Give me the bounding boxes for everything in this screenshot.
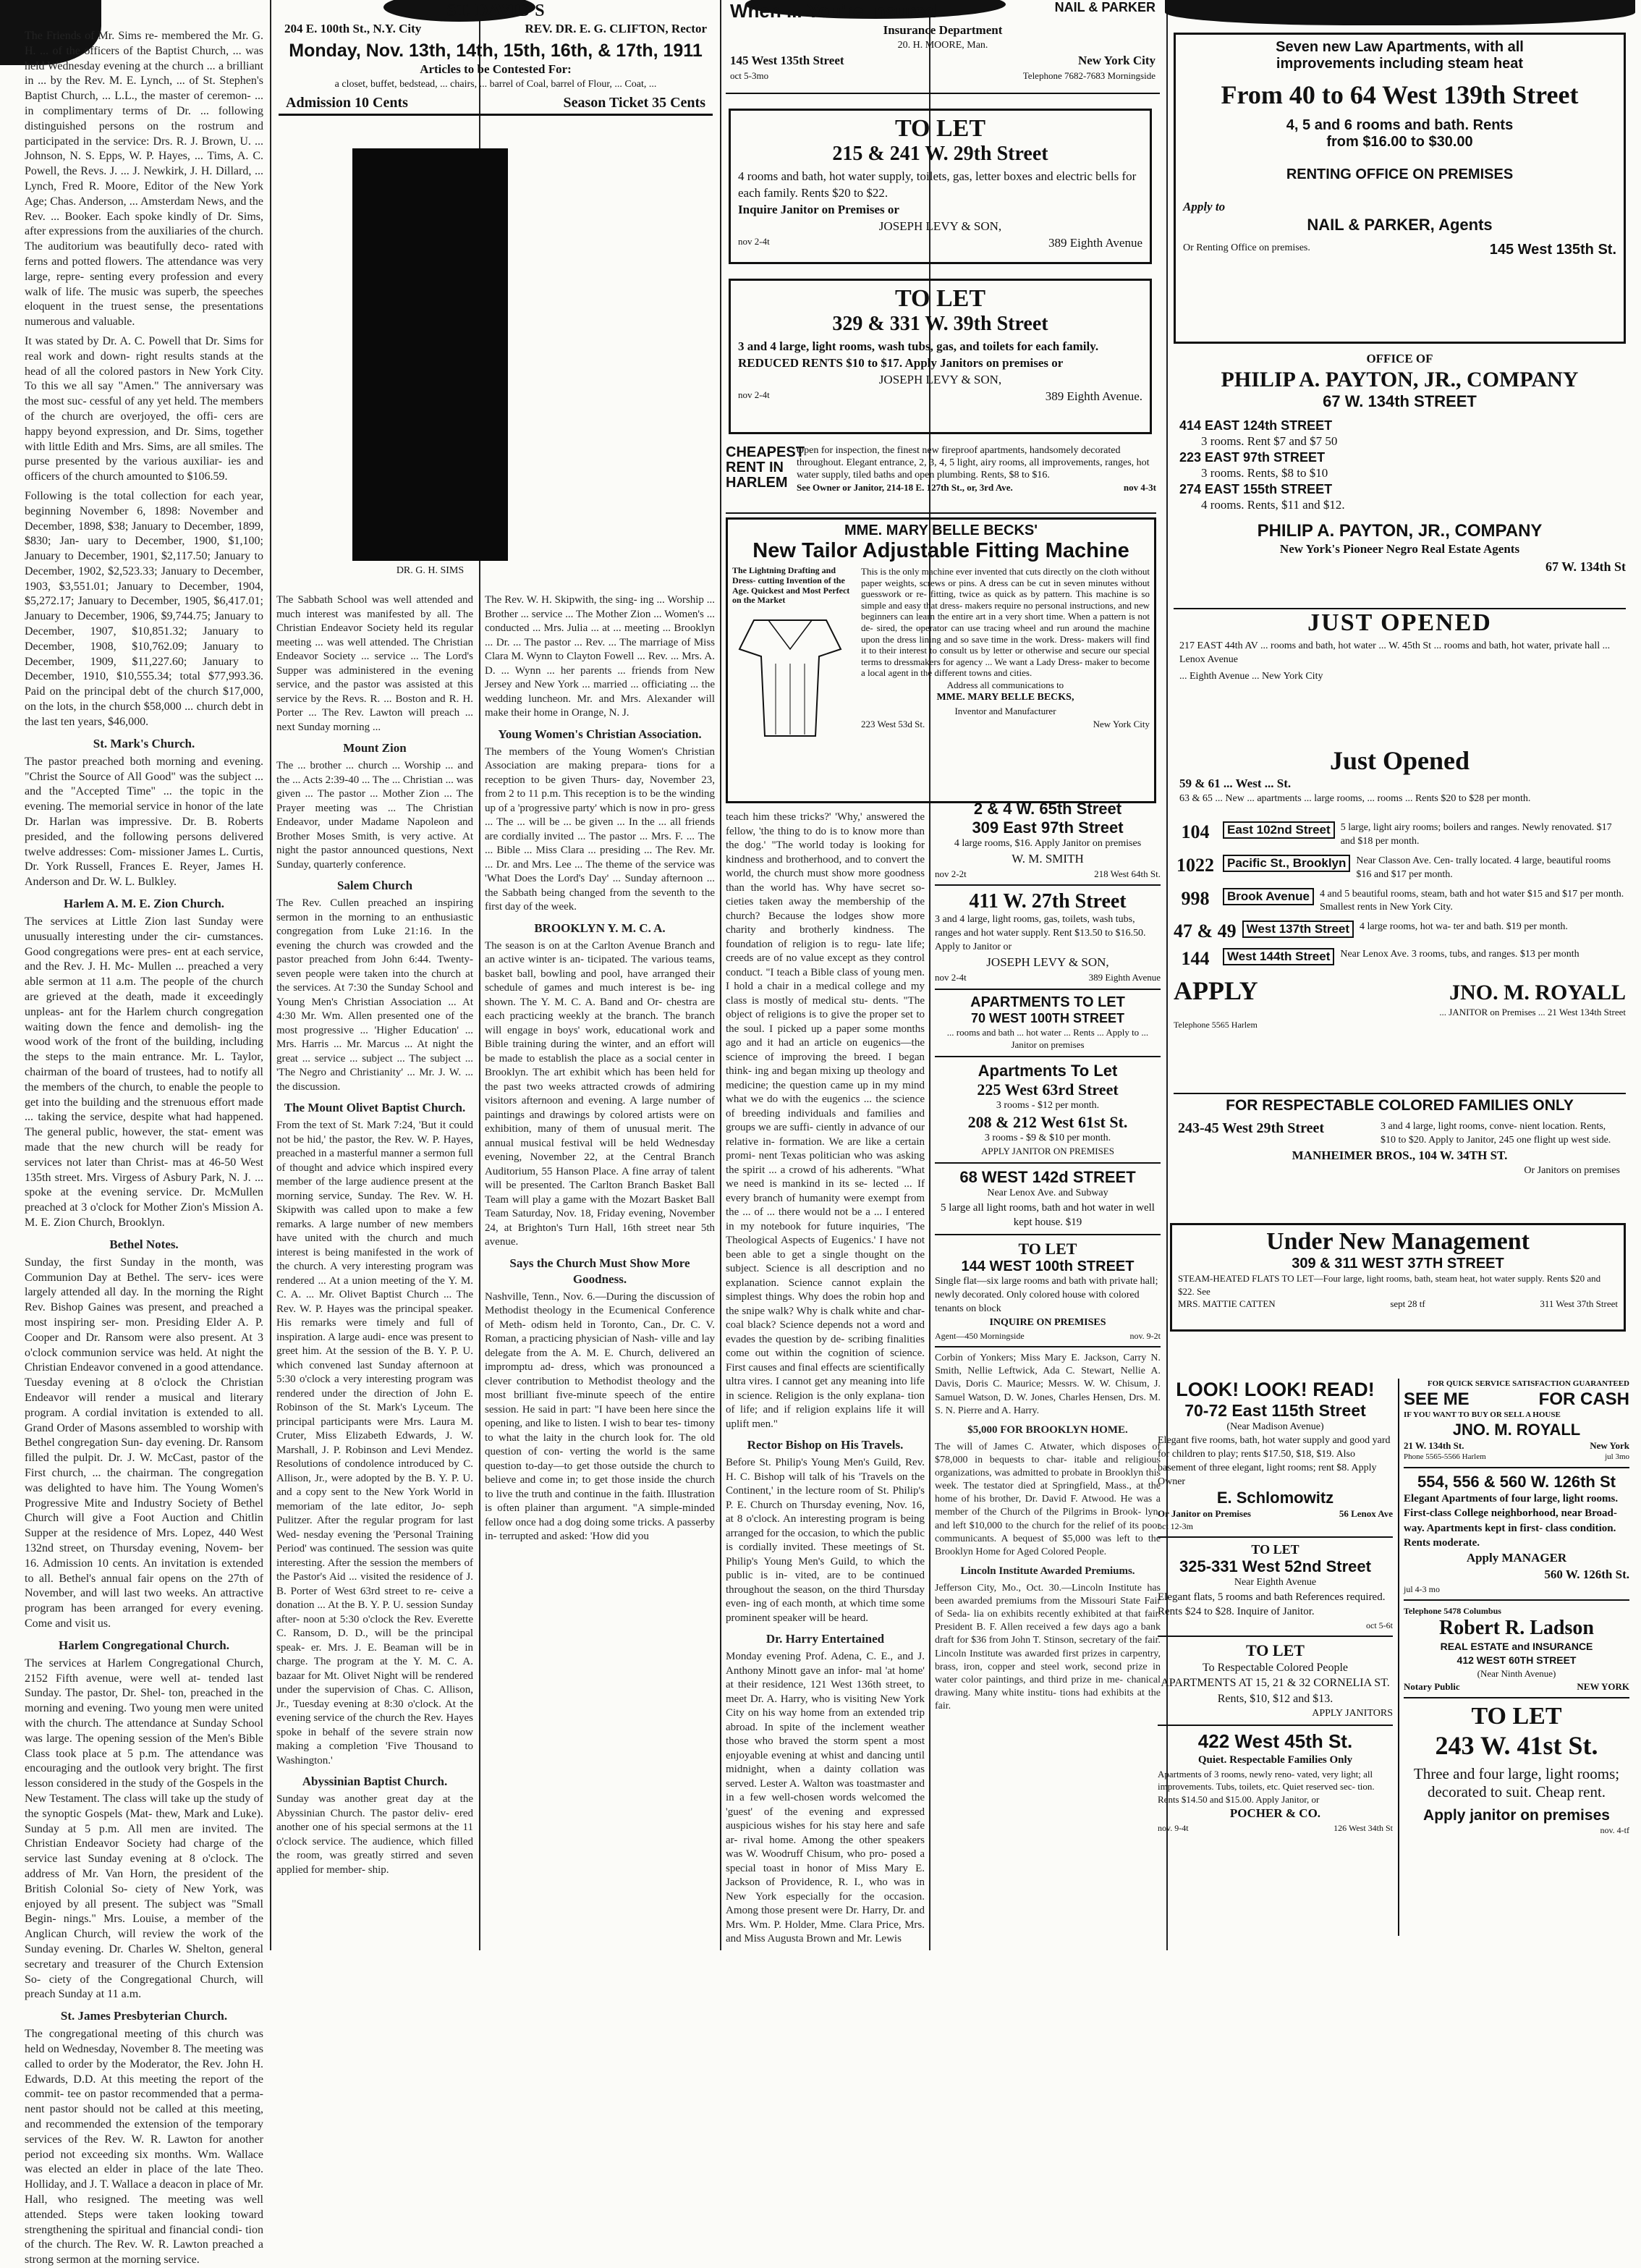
ad-29th-street (729, 109, 1152, 264)
ad-cheapest-rent (726, 445, 1156, 514)
section-heading: Harlem A. M. E. Zion Church. (63, 896, 225, 910)
ad-text: 3 and 4 large, light rooms, conve- nient location. Rents, $10 to $20. Apply to Janitor, 245 one flight up west side. (1381, 1121, 1611, 1146)
ad-text: STEAM-HEATED FLATS TO LET—Four large, light rooms, bath, steam heat, hot water supply. Rents $20 and $22. See (1178, 1273, 1601, 1297)
section-heading: Salem Church (336, 879, 413, 893)
payton-sub: New York's Pioneer Negro Real Estate Agents (1279, 541, 1520, 556)
ad-title: Apartments To Let (978, 1061, 1118, 1080)
ad-royall-listings (1174, 821, 1626, 1136)
article-paragraph: The services at Harlem Congregational Church, 2152 Fifth avenue, were well at- tended last Sunday. The pastor, Dr. Shel- ton, preached in the morning and evening. Two young men were united with the church. The attendance at Sunday School was large. The opening session of the Men's Bible Class took place at 5 p.m. The attendance was encouraging and the outlook very bright. The first lesson considered in the study of the Gospels in the New Testament. The class will take up the study of the synoptic Gospels (Mat- thew, Mark and Luke). Sunday at 5 p.m. All men are invited. The Christian Endeavor Society had charge of the service last Sunday evening at 8 o'clock. The address of Mr. Van Horn, the president of the British Colonial So- ciety of New York, was enjoyed by all present. The subject was "Small Begin- nings." Mrs. Louise, a member of the Anglican Church, will review the work of the Sunday evening. Dr. Charles W. Shelton, general secretary and treasurer of the Church Extension So- ciety of the Congregational Church, will preach Sunday at 11 a.m. (25, 1656, 263, 2001)
season-ticket: Season Ticket 35 Cents (563, 94, 705, 111)
section-heading: Dr. Harry Entertained (766, 1632, 885, 1646)
payton-listing: 274 EAST 155th STREET (1179, 481, 1333, 496)
cheapest-owner: See Owner or Janitor, 214-18 E. 127th St., or, 3rd Ave. (797, 482, 1013, 494)
tailor-text: This is the only machine ever invented that cuts directly on the cloth without paper weights, screws or pins. A dress can be cut in seven minutes without guesswork or re- fitting, twice as quick as by pattern. This machine is so simple and easy that dress- makers require no personal instructions, and new beginners can learn the entire art in a very short time. When a pattern is not de- sired, the operator can use tracing wheel and run around the machine upon the dress lining and so save time in the work. Dress- makers will find it to their interest to consult us by letter or otherwise and secure our special terms to dressmakers for agency ... We want a Lady Dress- maker to become a local agent in the different towns and cities. (861, 566, 1150, 679)
section-heading: St. James Presbyterian Church. (60, 2009, 228, 2023)
ad-inquire: APPLY JANITOR ON PREMISES (981, 1146, 1114, 1157)
ad-bottom: ... Eighth Avenue ... New York City (1179, 670, 1323, 682)
ad-firm: JNO. M. ROYALL (1452, 1420, 1581, 1439)
dress-form-illustration (732, 606, 848, 750)
article-paragraph: Sunday, the first Sunday in the month, was Communion Day at Bethel. The serv- ices were largely attended all day. In the morning the Right Rev. Bishop Gaines was present, and preached a most inspiring ser- mon. Presiding Elder A. P. Cooper and Dr. Ransom were also present. At 3 o'clock communion service was held. At night the Christian Endeavor convened in a good attendance. Tuesday evening at 8 o'clock the Christian Endeavor will render a musical and literary program. A cordial invitation is extended to all. Grand Order of Masons assembled to worship with Bethel congregation Sun- day evening. Dr. Ransom filled the pulpit. Dr. J. W. McCast, pastor of the First church, ... the chairman. The congregation was delighted to have him. The Young Women's Progressive Mite and Industry Society of Bethel Church will give a Foot Auction and Chitlin Supper at the residence of Mrs. Lopez, 440 West 132nd street, on Thursday evening, Novem- ber 16. Admission 10 cents. An invitation is extended to all. Bethel's annual fair opens on the 27th of November, and will last two weeks. An attractive program has been arranged for every evening. Come and visit us. (25, 1256, 263, 1630)
payton-rent: 3 rooms. Rent $7 and $7 50 (1201, 433, 1338, 448)
banner-pastor: REV. DR. E. G. CLIFTON, Rector (525, 22, 707, 35)
section-heading: The Mount Olivet Baptist Church. (284, 1101, 466, 1115)
insured-firm: NAIL & PARKER (1054, 0, 1156, 14)
ad-address: 70 WEST 100TH STREET (970, 1010, 1125, 1025)
section-heading: Harlem Congregational Church. (59, 1638, 229, 1652)
ad-new-management (1170, 1223, 1626, 1332)
listing-street: Brook Avenue (1223, 888, 1314, 905)
ad-address: 560 W. 126th St. (1544, 1567, 1629, 1582)
ad-near: (Near Madison Avenue) (1226, 1421, 1324, 1432)
ad-firm: JOSEPH LEVY & SON, (878, 372, 1002, 386)
column-2 (276, 593, 473, 1939)
payton-office: OFFICE OF (1366, 352, 1433, 365)
article-paragraph: Corbin of Yonkers; Miss Mary E. Jackson, Carry N. Smith, Nellie Leftwick, Ada C. Stewart, Nellie A. Davis, Doris C. Maurice; Messrs. W. W. Chisum, J. Samuel Watson, D. W. Jones, Charles Hensen, Drs. M. S. N. Pierre and A. Harry. (935, 1353, 1161, 1416)
article-paragraph: The Sabbath School was well attended and much interest was manifested by all. The Christian Endeavor Society held its regular meeting ... was well attended. The Christian Endeavor Society ... service ... The Lord's Supper was administered in the evening service, and the pastor was assisted at this service by the Revs. R. ... Boston and R. H. Porter ... The Rev. Lawton will preach ... next Sunday morning ... (276, 594, 473, 733)
ad-title: 411 W. 27th Street (969, 890, 1127, 913)
article-paragraph: The ... brother ... church ... Worship ... and the ... Acts 2:39-40 ... The ... Christian ... was given ... The pastor ... Mother Zion ... The Prayer meeting was ... The Christian Endeavor, under Madame Napoleon and Brother Moses Smith, is very active. At night the pastor announced questions, Next Sunday, quarterly conference. (276, 760, 473, 871)
tailor-address-label: Address all communications to (946, 679, 1064, 690)
ad-agent: Agent—450 Morningside (935, 1330, 1025, 1341)
banner-list: a closet, buffet, bedstead, ... chairs, ... barrel of Coal, barrel of Flour, ... Coat, ... (334, 78, 657, 90)
ad-apply: Apply MANAGER (1466, 1551, 1567, 1565)
ad-sub: REAL ESTATE and INSURANCE (1440, 1641, 1593, 1653)
ad-title: 422 West 45th St. (1197, 1730, 1353, 1753)
divider (1404, 1599, 1629, 1601)
cheapest-tag: nov 4-3t (1123, 482, 1156, 494)
ad-title: LOOK! LOOK! READ! (1176, 1379, 1375, 1400)
divider (935, 1234, 1161, 1235)
insured-manager: 20. H. MOORE, Man. (897, 39, 988, 51)
column-6a (1158, 1379, 1393, 1936)
insured-city: New York City (1077, 53, 1156, 67)
insured-dept: Insurance Department (883, 23, 1003, 37)
banner-subtitle: Articles to be Contested For: (420, 62, 572, 76)
ad-apply: Apply janitor on premises (1423, 1807, 1610, 1824)
ad-text: 3 rooms - $9 & $10 per month. (984, 1132, 1111, 1143)
ad-address: 325-331 West 52nd Street (1179, 1557, 1371, 1576)
article-paragraph: It was stated by Dr. A. C. Powell that Dr. Sims for real work and down- right results stands at the head of all the colored pastors in New York City. To this we all say "Amen." The anniversary was the most suc- cessful of any yet held. The members of the church are overjoyed, the offi- cers are happy beyond expression, and Dr. Sims, together with little Edith and Mrs. Sims, are all smiles. The purse presented by the various auxiliar- ies and officers of the church amounted to $106.59. (25, 334, 263, 483)
insured-address: 145 West 135th Street (730, 53, 844, 67)
article-paragraph: The services at Little Zion last Sunday were unusually interesting under the cir- cumstances. Good congregations were pres- ent at each service, and the Rev. J. H. Mc- Mullen ... preached a very able sermon at 11 a.m. The people of the church are grieved at the death, made it exceedingly unpleas- ant for the Harlem church congregation waiting down the fence and demolish- ing the wood work of the front of the building, including the steps to the main entrance. Mr. L. Taylor, chairman of the board of trustees, had to notify all the members of the church, to enable the people to get into the building and the strenuous effort made ... taking the service, despite what had happened. The general public, however, the stat- ement was made that the new church will be ready for services not later than Christ- mas at 46-50 West 135th street. Mrs. Virgess of Asbury Park, N. J. ... spoke at the evening service. Dr. McMullen preached at 3 o'clock for Mother Zion's Mission A. M. E. Zion Church, Brooklyn. (25, 915, 263, 1229)
column-1 (25, 29, 264, 2267)
insured-phone: Telephone 7682-7683 Morningside (1022, 69, 1156, 81)
tailor-tagline: The Lightning Drafting and Dress- cutting Invention of the Age. Quickest and Most Perfect on the Market (732, 565, 850, 606)
ad-address: 215 & 241 W. 29th Street (832, 143, 1048, 165)
ad-address-2: 56 Lenox Ave (1339, 1508, 1393, 1520)
ad-title: TO LET (894, 285, 986, 312)
ad-telephone: Telephone 5478 Columbus (1404, 1606, 1501, 1617)
divider (1158, 1536, 1393, 1538)
article-paragraph: The members of the Young Women's Christian Association are making prepara- tions for a reception to be given Thurs- day, November 23, from 2 to 11 p.m. This reception is to be the winding up of a 'progressive party' which is now in pro- gress ... The ... will be ... be given ... In the ... all friends are cordially invited ... The pastor ... Mrs. F. ... The ... Bible ... Miss Clara ... presiding ... The Rev. Mr. ... Dr. and Mrs. Lee ... The theme of the service was 'What Does the Lord's Day' ... Sunday afternoon ... the Sabbath being changed from the seventh to the first day of the week. (485, 745, 715, 913)
article-paragraph: The Rev. Cullen preached an inspiring sermon in the morning to an enthusiastic congregation from Luke 21:16. In the evening the church was crowded and the pastor preached from John 6:44. Twenty-seven people were taken into the church at the services. At 7:30 the Sunday School and Young Men's Christian Association ... At 4:30 Mr. Wm. Allen presented one of the most progressive ... 'Higher Education' ... Mrs. Harris ... Mr. Marcus ... At night the great ... service ... subject ... The subject ... 'The Negro and Christianity' ... Mr. J. W. ... the discussion. (276, 897, 473, 1093)
ad-title: JUST OPENED (1307, 609, 1492, 636)
ad-title: 2 & 4 W. 65th Street (973, 800, 1122, 818)
column-rule (720, 0, 721, 1950)
article-paragraph: The pastor preached both morning and evening. "Christ the Source of All Good" was the subject ... and the "Accepted Time" ... the topic in the evening. The memorial service in honor of the late Dr. Harlan was impressive. Dr. B. Roberts presided, and the following persons delivered twelve addresses: Com- missioner James L. Curtis, Dr. York Russell, Frances E. Reyer, James H. Anderson and Dr. W. L. Bulkley. (25, 755, 263, 889)
ad-text: 3 and 4 large, light rooms, gas, toilets, wash tubs, ranges and hot water supply. Rent $13.50 to $16.50. Apply to Janitor or (935, 914, 1146, 953)
listing-text: 5 large, light airy rooms; boilers and ranges. Newly renovated. $17 and $18 per month. (1340, 822, 1612, 847)
ad-notary: Notary Public (1404, 1680, 1460, 1692)
ad-firm: POCHER & CO. (1229, 1806, 1321, 1821)
ad-sub: Near Lenox Ave. and Subway (987, 1187, 1108, 1198)
ad-text: 59 & 61 ... West ... St. (1179, 777, 1292, 790)
ad-see: SEE ME (1404, 1389, 1470, 1409)
article-paragraph: teach him these tricks?' 'Why,' answered the fellow, 'the thing to do is to know more than the dog.' "The world today is looking for kindness and brotherhood, and to convert the world, the church must show more goodness than the world has. Why have secret so- cieties taken away the membership of the church? Because the lodges show more charity and brotherly kindness. The foundation of religion is to regu- late life; creeds are of no value except as they control conduct. "I teach a Bible class of young men. I hold a chair in a medical college and my class is mostly of medical stu- dents. "The object of religions is to give the proper set to the soul. I picked up a paper some months ago and it had an article on eugenics—the science of improving the breed. I began think- ing and began mixing up theology and medicine; the question came up in my mind what we do with the eugenics ... the science of breeding individuals and families and groups we are suffi- ciently in advance of our relative in- formation. We are like a certain promi- nent Texas politician who was asking the spirit ... a crowd of his adherents. "What we need is mankind in its se- lected ... If every branch of humanity were exempt from the ... of ... there would not be a ... I entered in my notebook for future inquiries, 'The Theological Aspects of Eugenics.' I have not been able to get a single thought on the subject. Science is all description and no explanation. Science cannot explain the simplest things. Why does the robin hop and the snipe walk? Why is chalk white and char- coal black? Science depends not a word and evades the question by de- scribing finalities come out within the cognition of science. First causes and final effects are scientifically ultra vires. I cannot get any meaning into life in science. Religion is the only explana- tion of life; and if religion explains life it will uplift men." (726, 811, 925, 1430)
divider (1158, 1636, 1393, 1637)
ad-firm: MANHEIMER BROS., 104 W. 34TH ST. (1292, 1148, 1508, 1162)
payton-firm: PHILIP A. PAYTON, JR., COMPANY (1221, 367, 1579, 392)
banner-address: 204 E. 100th St., N.Y. City (284, 22, 422, 35)
payton-address: 67 W. 134th STREET (1323, 392, 1477, 410)
article-paragraph: Monday evening Prof. Adena, C. E., and J. Anthony Minott gave an infor- mal 'at home' at their residence, 121 West 136th street, to meet Dr. A. Harry, who is visiting New York City on his way home from an extended trip abroad. In spite of the inclement weather those who braved the storm spent a most enjoyable evening at whist and dancing until midnight, when a dainty collation was served. Lester A. Walton was toastmaster and in a few well-chosen words welcomed the 'guest' of the evening and expressed auspicious wishes for his stay here and safe ar- rival home. Among the other speakers was W. Woodruff Chisum, who pro- posed a special toast in honor of Miss Mary E. Jackson of Providence, R. I., who was in New York especially for the occasion. Among those present were Dr. Harry, Dr. and Mrs. Wm. P. Holder, Mme. Clara Price, Mrs. and Miss Augusta Brown and Mr. Lewis (726, 1651, 925, 1945)
ad-title: Just Opened (1329, 746, 1470, 775)
payton-address: 67 W. 134th St (1545, 559, 1626, 574)
section-heading: Young Women's Christian Association. (498, 727, 702, 741)
article-paragraph: Nashville, Tenn., Nov. 6.—During the discussion of Methodist theology in the Ecumenical Conference of Meth- odism held in Toronto, Can., Dr. C. V. Roman, a practicing physician of Nash- ville and lay delegate from the A. M. E. Church, delivered an impromptu ad- dress, which was pronounced a clever contribution to Methodist theology and the most brilliant five-minute speech of the entire session. He said in part: "I have been here since the opening, and like to listen. I wish to bear tes- timony to what the laity in the church look for. The old question of con- verting the world is the same question to-day—to get those outside the church to believe and come in; to get those inside the church to live the truth and continue in the faith. Illustration is often plainer than argument. "A simple-minded fellow once had a dog doing some tricks. A passerby in- terrupted and asked: 'How did you (485, 1290, 715, 1543)
ad-text: 5 large all light rooms, bath and hot water in well kept house. $19 (941, 1201, 1155, 1229)
ad-city: NEW YORK (1577, 1680, 1629, 1692)
ad-text: ... rooms and bath ... hot water ... Rents ... Apply to ... Janitor on premises (946, 1026, 1149, 1051)
royall-phone: Telephone 5565 Harlem (1174, 1019, 1258, 1030)
ad-firm-address: 389 Eighth Avenue (1088, 971, 1161, 983)
ad-address: 70-72 East 115th Street (1184, 1401, 1366, 1420)
ad-inquire: INQUIRE ON PREMISES (989, 1317, 1106, 1329)
section-heading: BROOKLYN Y. M. C. A. (534, 921, 666, 935)
ad-title: 554, 556 & 560 W. 126th St (1417, 1473, 1616, 1491)
listing-text: 4 and 5 beautiful rooms, steam, bath and hot water $15 and $17 per month. Smallest rents in New York City. (1320, 888, 1624, 913)
column-6b (1398, 1379, 1629, 1936)
article-paragraph: The season is on at the Carlton Avenue Branch and an active winter is an- ticipated. The various teams, basket ball, bowling and pool, have arranged their schedule of games and much interest is be- ing shown. The Y. M. C. A. Band and Or- chestra are each practicing weekly at the branch. The branch will engage in boys' work, educational work and Bible training during the winter, and an effort will be made to establish the place as a social center in Brooklyn. The art exhibit which has been held for the past two weeks attracted crowds of admiring visitors afternoon and evening. A large number of paintings and drawings by colored artists were on exhibition, many of them of unusual merit. The annual musical festival will be held Wednesday evening, November 22, at the Central Branch Auditorium, 55 Hanson Place. A fine array of talent will be presented. The Carlton Branch Basket Ball Team will play a game with the Mozart Basket Ball Team Saturday, Nov. 18, Friday evening, November 24, at Brighton's Turn Hall, 16th street near 5th avenue. (485, 939, 715, 1248)
ad-title: TO LET (1018, 1240, 1077, 1258)
ad-line: improvements including steam heat (1276, 56, 1524, 72)
ad-office: RENTING OFFICE ON PREMISES (1286, 166, 1514, 182)
ad-text: Elegant flats, 5 rooms and bath References required. Rents $24 to $28. Inquire of Janitor. (1158, 1591, 1386, 1618)
ad-or: Or Janitors on premises (1524, 1164, 1620, 1176)
article-paragraph: From the text of St. Mark 7:24, 'But it could not be hid,' the pastor, the Rev. W. P. Hayes, preached in a masterful manner a sermon full of thought and advice which inspired every member of the large audience present at the morning service, Sunday. The Rev. W. H. Skipwith was called upon to make a few remarks. A large number of new members have united with the church and much interest is being manifested in the work of the church. A very interesting program was rendered ... At a union meeting of the Y. M. C. A. ... Mr. Olivet Baptist Church ... The Rev. W. P. Hayes was the principal speaker. His remarks were timely and full of inspiration. A large audi- ence was present to greet him. At the session of the B. Y. P. U. which convened last Sunday afternoon at 5:30 o'clock a very interesting program was rendered under the direction of John E. Robinson of the St. Mark's Lyceum. The principal participants were Mrs. Laura M. Cruter, Miss Elizabeth Edwards, J. W. Marshall, J. P. Robinson and Levi Mendez. Resolutions of condolence introduced by C. Allison, Jr., were adopted by the B. Y. P. U. and a copy sent to the New York World in memoriam of the late editor, Jo- seph Pulitzer. After the regular program for last Wed- nesday evening the 'Personal Training Period' was continued. The session was quite interesting. After the session the members of the Pastor's Aid ... visited the residence of J. B. Porter of West 63rd street to re- ceive a donation ... At the B. Y. P. U. session Sunday after- noon at 5:30 o'clock the Rev. Everette C. Ransom, D. D., will be the principal speak- er. Mrs. J. E. Beaman will be in charge. The program at the Y. M. C. A. bazaar for Mt. Olivet Night will be rendered under the supervision of Chas. C. Allison, Jr., Tuesday evening at 8:30 o'clock. At the evening service of the church the Rev. Hayes spoke in behalf of the severe strain now making a completion 'Five Thousand to Washington.' (276, 1120, 473, 1766)
ad-text: 63 & 65 ... New ... apartments ... large rooms, ... rooms ... Rents $20 to $28 per month. (1179, 792, 1531, 804)
tailor-name: MME. MARY BELLE BECKS' (844, 522, 1038, 538)
ad-phone: Phone 5565-5566 Harlem (1404, 1452, 1486, 1462)
ad-address: 329 & 331 W. 39th Street (832, 313, 1048, 335)
insured-head: When ... You're Insured (730, 0, 937, 22)
ad-apply: APPLY JANITORS (1312, 1707, 1393, 1719)
fair-banner (279, 0, 713, 116)
ad-title: TO LET (1246, 1641, 1305, 1659)
ad-inquire: Inquire Janitor on Premises or (738, 202, 899, 216)
tailor-street: 223 West 53d St. (861, 718, 925, 729)
divider (935, 1162, 1161, 1164)
apply-label: APPLY (1174, 976, 1258, 1006)
admission: Admission 10 Cents (286, 94, 408, 111)
article-paragraph: Following is the total collection for each year, beginning November 6, 1898: November and December, 1898, $38; January to December, 1899, $830; Jan- uary to December, 1900, $1,100; January to December, 1901, $2,117.50; January to December, 1902, $2,523.33; January to December, 1903, $3,551.01; January to December, 1904, $5,272.17; January to December, 1905, $6,417.01; January to December, 1906, $9,744.75; January to December, 1907, $10,851.32; January to December, 1908, $10,762.09; January to December, 1909, $11,227.60; January to December, 1910, $10,555.34; total $77,993.36. Paid on the principal debt of the church $17,000, on the lots, in the church $58,000 ... church debt in the last ten years, $46,000. (25, 489, 263, 728)
ad-firm: NAIL & PARKER, Agents (1307, 215, 1493, 234)
banner-title: ST. DAVID'S (446, 1, 545, 20)
ad-rents: Rents, $10, $12 and $13. (1217, 1692, 1333, 1705)
column-4 (726, 811, 925, 1945)
ad-firm: E. Schlomowitz (1216, 1489, 1334, 1507)
insurance-ad (726, 0, 1160, 94)
insured-tag: oct 5-3mo (730, 69, 769, 81)
article-paragraph: The Rev. W. H. Skipwith, the sing- ing ... Worship ... Brother ... service ... The Mother Zion ... Women's ... conducted ... Mrs. Julia ... at ... meeting ... Brooklyn ... Dr. ... The pastor ... Rev. ... The marriage of Miss Clara M. Wynn to Clayton Fowell ... Rev. ... Mrs. A. D. ... Wynn ... her parents ... friends from New Jersey and New York ... married ... officiating ... the wedding luncheon. Mr. and Mrs. Alexander will make their home in Orange, N. J. (485, 594, 715, 719)
section-heading: Mount Zion (343, 741, 407, 755)
ad-firm: W. M. SMITH (1012, 851, 1084, 866)
tailor-title: New Tailor Adjustable Fitting Machine (752, 539, 1129, 562)
ad-rents: from $16.00 to $30.00 (1326, 134, 1473, 150)
ad-tag: oct 5-6t (1366, 1620, 1393, 1630)
divider (935, 1056, 1161, 1057)
photo-caption: DR. G. H. SIMS (396, 565, 465, 576)
article-paragraph: Sunday was another great day at the Abyssinian Church. The pastor deliv- ered another one of his special sermons at the 11 o'clock service. The audience, which filled the room, was greatly stirred and seven applied for member- ship. (276, 1793, 473, 1876)
ad-firm-address: 218 West 64th St. (1094, 868, 1161, 879)
ad-title: Under New Management (1266, 1228, 1530, 1255)
ad-tag: jul 4-3 mo (1404, 1583, 1440, 1594)
ad-tag: sept 28 tf (1390, 1298, 1425, 1310)
section-heading: Rector Bishop on His Travels. (747, 1438, 904, 1452)
tailor-city: New York City (1093, 718, 1150, 729)
tailor-address-role: Inventor and Manufacturer (954, 706, 1056, 717)
section-heading: Abyssinian Baptist Church. (302, 1774, 448, 1789)
divider (1404, 1467, 1629, 1468)
listing-street: Pacific St., Brooklyn (1223, 855, 1350, 872)
article-paragraph: Before St. Philip's Young Men's Guild, Rev. H. C. Bishop will talk of his 'Travels on the Continent,' in the lecture room of St. Philip's P. E. Church on Thursday evening, Nov. 16, at 8 o'clock. An interesting program is being arranged for the occasion, to which the public is cordially invited. These meetings of St. Philip's Young Men's Guild, to which the public is in- vited, are to be continued throughout the season, on the third Thursday even- ing of each month, at which time some prominent speaker will be heard. (726, 1457, 925, 1624)
listing-text: 4 large rooms, hot wa- ter and bath. $19 per month. (1360, 921, 1568, 933)
ad-address-2: 311 West 37th Street (1540, 1298, 1618, 1310)
banner-dates: Monday, Nov. 13th, 14th, 15th, 16th, & 17th, 1911 (289, 40, 703, 61)
tailor-address-name: MME. MARY BELLE BECKS, (936, 692, 1074, 703)
ad-firm-address: 389 Eighth Avenue. (1045, 389, 1142, 403)
cheapest-label: CHEAPEST RENT IN HARLEM (726, 444, 805, 491)
ad-text: 4 large rooms, $16. Apply Janitor on premises (954, 838, 1142, 849)
ad-address: 243 W. 41st St. (1435, 1731, 1598, 1761)
section-heading: Bethel Notes. (109, 1237, 179, 1251)
ad-address: 208 & 212 West 61st St. (967, 1112, 1128, 1131)
ad-near: Near Eighth Avenue (1234, 1577, 1317, 1588)
ad-line: Seven new Law Apartments, with all (1276, 39, 1524, 55)
ad-tag: nov. 9-4t (1158, 1823, 1189, 1834)
ad-just-opened (1174, 608, 1626, 742)
divider (1158, 1725, 1393, 1726)
ad-address-2: 126 West 34th St (1333, 1823, 1393, 1834)
cheapest-text: Open for inspection, the finest new fireproof apartments, handsomely decorated throughout. Elegant entrance, 2, 3, 4, 5 light, airy rooms, all improvements, ranges, hot water supply, tiled baths and open plumbing. Rents, $8 to $16. (797, 445, 1150, 481)
listing-street: East 102nd Street (1223, 821, 1335, 839)
ad-tag: nov 2-4t (738, 235, 770, 247)
ad-title: TO LET (1471, 1703, 1562, 1730)
ad-name: MRS. MATTIE CATTEN (1178, 1298, 1276, 1310)
ad-title: APARTMENTS TO LET (970, 994, 1125, 1010)
ad-tag: nov. 9-2t (1129, 1330, 1161, 1341)
ad-title: From 40 to 64 West 139th Street (1221, 80, 1579, 109)
ad-title: TO LET (1251, 1542, 1299, 1557)
listing-number: 144 (1181, 948, 1210, 970)
ad-address: 144 WEST 100th STREET (961, 1258, 1135, 1275)
listing-text: Near Lenox Ave. 3 rooms, tubs, and ranges. $13 per month (1340, 949, 1579, 960)
ad-address: 309 East 97th Street (972, 818, 1124, 837)
ad-sub: Quiet. Respectable Families Only (1197, 1754, 1353, 1766)
ad-city: New York (1590, 1439, 1629, 1451)
payton-listing: 223 EAST 97th STREET (1179, 449, 1326, 465)
ad-tag: jul 3mo (1605, 1452, 1629, 1462)
ad-address: 309 & 311 WEST 37TH STREET (1292, 1256, 1504, 1271)
ad-tag: nov 2-2t (935, 868, 967, 879)
ad-tailor-machine (726, 517, 1156, 803)
divider (1404, 1697, 1629, 1698)
ad-text: 217 EAST 44th AV ... rooms and bath, hot water ... W. 45th St ... rooms and bath, hot water, private hall ... Lenox Avenue (1179, 640, 1611, 665)
ad-address: 145 West 135th St. (1489, 241, 1616, 258)
ad-or: Or Renting Office on premises. (1183, 242, 1310, 253)
payton-firm: PHILIP A. PAYTON, JR., COMPANY (1257, 520, 1543, 541)
ad-respectable-families (1174, 1093, 1626, 1216)
listing-number: 1022 (1176, 854, 1214, 876)
ad-top: FOR QUICK SERVICE SATISFACTION GUARANTEED (1427, 1379, 1629, 1388)
ad-tag: oct 12-3m (1158, 1521, 1193, 1531)
ink-blot (1165, 0, 1635, 25)
ad-tag: nov. 4-tf (1600, 1825, 1629, 1836)
payton-rent: 3 rooms. Rents, $8 to $10 (1201, 465, 1328, 480)
listing-number: 104 (1181, 821, 1210, 842)
ad-address: 412 WEST 60TH STREET (1456, 1654, 1577, 1667)
payton-rent: 4 rooms. Rents, $11 and $12. (1201, 497, 1345, 512)
ad-text: Elegant five rooms, bath, hot water supply and good yard for children to play; rents $17.50, $18, $19. Also basement of three elegant, light rooms; rent $8. Apply Owner (1158, 1434, 1391, 1487)
column-rule (270, 0, 271, 1950)
ad-text: Apartments of 3 rooms, newly reno- vated, very light; all improvements. Tubs, toilets, etc. Quiet reserved sec- tion. Rents $14.50 and $15.00. Apply Janitor, or (1158, 1768, 1375, 1805)
ad-near: (Near Ninth Avenue) (1477, 1668, 1556, 1680)
royall-name: JNO. M. ROYALL (1449, 981, 1626, 1005)
ad-firm-address: 389 Eighth Avenue (1048, 235, 1142, 250)
article-paragraph: The Friends of Mr. Sims re- membered the Mr. G. H. ... of the officers of the Baptist Church, ... was held Wednesday evening at the church ... a brilliant in ... by the Rev. M. E. Lynch, ... of St. Stephen's Baptist Church, ... L.L., the master of ceremon- ... in complimentary terms of Dr. ... following distinguished persons on the rostrum and participated in the service: Drs. R. J. Brown, U. ... Johnson, N. S. Epps, W. P. Hayes, ... Tims, A. C. Powell, the Revs. J. ... J. Newkirk, J. H. Dillard, ... Lynch, Fred R. Moore, Editor of the New York Age; Chas. Anderson, ... Amsterdam News, and the Rev. ... Booker. Each spoke kindly of Dr. Sims, after expressions from the auxiliaries of the church. The auditorium was beautifully deco- rated with ferns and potted flowers. The attendance was very large, repre- senting every profession and every walk of life. The music was superb, the speeches eloquent in the truest sense, the presentations numerous and valuable. (25, 30, 263, 329)
column-5 (935, 800, 1161, 1943)
section-heading: St. Mark's Church. (93, 736, 195, 750)
column-3 (485, 593, 715, 1939)
ad-tag: nov 2-4t (935, 971, 967, 983)
ad-apply: Apply to (1183, 200, 1226, 213)
article-paragraph: Jefferson City, Mo., Oct. 30.—Lincoln Institute has been awarded premiums from the Missouri State Fair of Seda- lia on exhibits recently exhibited at that fair. President B. F. Allen received a few days ago a bank draft for $36 from John T. Stinson, secretary of the fair. Lincoln Institute was awarded first prizes in carpentry, brass, iron, copper and steel work, second prize in water color paintings, and third prize in me- chanical drawing. Many white institu- tions had exhibits at the fair. (935, 1582, 1161, 1712)
ad-title: FOR RESPECTABLE COLORED FAMILIES ONLY (1226, 1097, 1574, 1114)
ad-address: 21 W. 134th St. (1404, 1439, 1464, 1451)
ad-139th-street (1174, 33, 1626, 344)
ad-text: To Respectable Colored People (1202, 1661, 1349, 1674)
ad-just-opened-2 (1174, 745, 1626, 818)
portrait-photo (352, 148, 508, 561)
ad-address: 225 West 63rd Street (977, 1080, 1119, 1099)
section-heading: Lincoln Institute Awarded Premiums. (960, 1565, 1135, 1578)
listing-street: West 144th Street (1223, 948, 1334, 965)
ad-text: 3 and 4 large, light rooms, wash tubs, gas, and toilets for each family. REDUCED RENTS $10 to $17. Apply Janitors on premises or (738, 339, 1099, 370)
ad-title: TO LET (894, 115, 986, 142)
ad-title: Robert R. Ladson (1439, 1617, 1594, 1640)
ad-text: 4 rooms and bath, hot water supply, toilets, gas, letter boxes and electric bells for each family. Rents $20 to $22. (738, 169, 1137, 200)
ad-39th-street (729, 279, 1152, 434)
ad-firm: JOSEPH LEVY & SON, (986, 955, 1109, 970)
divider (935, 884, 1161, 886)
divider (935, 1346, 1161, 1347)
ad-want: IF YOU WANT TO BUY OR SELL A HOUSE (1404, 1410, 1561, 1419)
ad-apartments: APARTMENTS AT 15, 21 & 32 CORNELIA ST. (1161, 1677, 1390, 1690)
ad-title: 68 WEST 142d STREET (959, 1167, 1136, 1186)
ad-payton (1174, 351, 1626, 604)
ad-tag: nov 2-4t (738, 389, 770, 400)
ad-firm: JOSEPH LEVY & SON, (878, 219, 1002, 233)
listing-text: Near Classon Ave. Cen- trally located. 4 large, beautiful rooms $16 and $17 per month. (1356, 855, 1611, 880)
royall-janitor: ... JANITOR on Premises ... 21 West 134th Street (1439, 1007, 1626, 1018)
ad-text: Three and four large, light rooms; decorated to suit. Cheap rent. (1413, 1765, 1620, 1801)
ad-cash: FOR CASH (1538, 1389, 1629, 1409)
article-paragraph: The will of James C. Atwater, which disposes of $78,000 in bequests to char- itable and religious organizations, was admitted to probate in Brooklyn this week. The testator died at Springfield, Mass., at the home of his brother, Dr. David F. Atwood. He was a member of the Church of the Pilgrims in Brook- lyn, and left $10,000 to the church for the relief of its poor communicants. A bequest of $5,000 was left to the Brooklyn Home for Aged Colored People. (935, 1441, 1161, 1558)
ad-text: Elegant Apartments of four large, light rooms. First-class College neighborhood, near Broad- way. Apartments kept in first- class condition. Rents moderate. (1404, 1493, 1619, 1549)
ad-address: 243-45 West 29th Street (1178, 1120, 1325, 1136)
ad-janitor: Or Janitor on Premises (1158, 1508, 1251, 1520)
listing-street: West 137th Street (1242, 921, 1354, 938)
ad-text: Single flat—six large rooms and bath with private hall; newly decorated. Only colored house with colored tenants on block (935, 1276, 1158, 1315)
section-heading: Says the Church Must Show More Goodness. (509, 1256, 690, 1286)
listing-number: 998 (1181, 887, 1210, 909)
article-paragraph: The congregational meeting of this church was held on Wednesday, November 8. The meeting was called to order by the Moderator, the Rev. John H. Edwards, D.D. At this meeting the report of the commit- tee on pastor recommended that a perma- nent pastor should not be called at this meeting, and recommended the extension of the temporary services of the Rev. W. R. Lawton for another period not exceeding six months. Wm. Wallace was elected an elder in place of the late Theo. Holliday, and J. T. Wallace a deacon in place of Mr. Hall, who resigned. The meeting was well attended. Steps were taken looking toward strengthening the spiritual and financial condi- tion of the church. The Rev. W. R. Lawton preached a strong sermon at the morning service. (25, 2028, 264, 2267)
ad-text: 3 rooms - $12 per month. (996, 1099, 1100, 1111)
ad-rooms: 4, 5 and 6 rooms and bath. Rents (1286, 117, 1514, 133)
section-heading: $5,000 FOR BROOKLYN HOME. (967, 1424, 1128, 1436)
payton-listing: 414 EAST 124th STREET (1179, 418, 1333, 433)
listing-number: 47 & 49 (1174, 921, 1237, 942)
divider (935, 989, 1161, 990)
